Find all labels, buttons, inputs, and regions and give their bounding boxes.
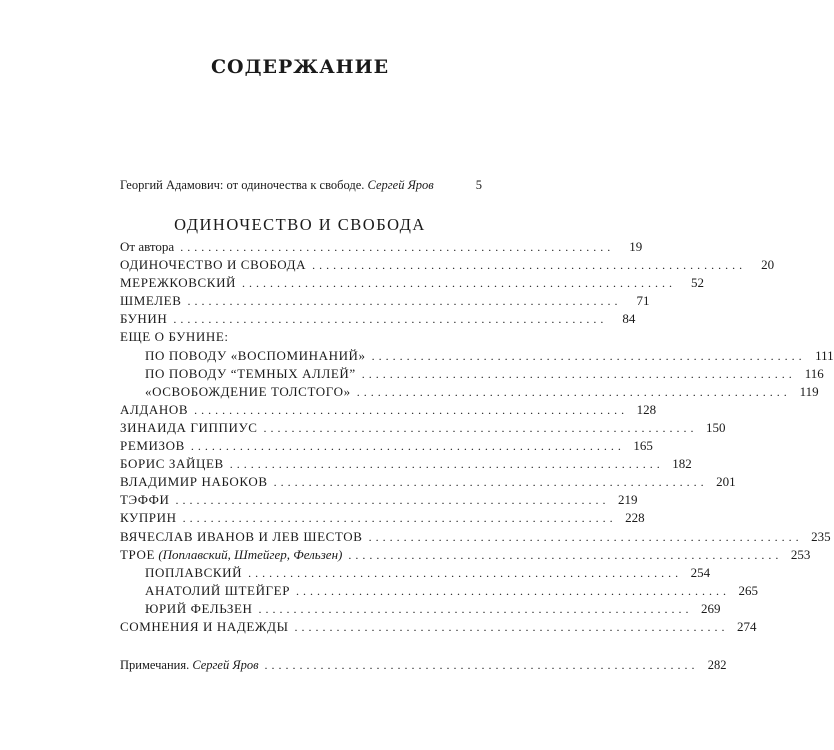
toc-page-number: 253 — [790, 546, 811, 562]
toc-entry-note: (Поплавский, Штейгер, Фельзен) — [158, 546, 343, 562]
toc-page-number: 116 — [804, 365, 824, 381]
toc-entry-title: КУПРИН — [120, 510, 177, 526]
toc-entry-title: От автора — [120, 239, 175, 254]
leader-dots: .............................................................. — [229, 457, 664, 472]
toc-entry-title: ШМЕЛЕВ — [120, 293, 182, 309]
toc-page-number: 84 — [622, 311, 636, 327]
toc-page-number: 150 — [706, 419, 726, 435]
toc-entry — [120, 473, 736, 491]
toc-entry-title: ТРОЕ — [120, 546, 156, 562]
leader-dots: .............................................................. — [368, 529, 803, 544]
section-title: ОДИНОЧЕСТВО И СВОБОДА — [174, 215, 426, 234]
toc-entry-title: МЕРЕЖКОВСКИЙ — [120, 275, 237, 291]
toc-entry-title: ПО ПОВОДУ «ВОСПОМИНАНИЙ» — [145, 347, 366, 363]
toc-page-number: 274 — [737, 618, 757, 634]
toc-entry-title: ВЛАДИМИР НАБОКОВ — [120, 474, 268, 490]
leader-dots: .............................................................. — [371, 348, 806, 363]
toc-entry — [120, 274, 705, 292]
leader-dots: .............................................................. — [312, 258, 747, 273]
notes-label: Примечания. — [120, 658, 190, 672]
toc-page-number: 19 — [629, 239, 643, 254]
toc-entry-title: СОМНЕНИЯ И НАДЕЖДЫ — [120, 618, 289, 634]
toc-entry-title: АНАТОЛИЙ ШТЕЙГЕР — [145, 582, 291, 598]
toc-entry — [120, 491, 638, 509]
leader-dots: .............................................................. — [173, 312, 608, 327]
leader-dots: .............................................................. — [263, 420, 698, 435]
toc-entry — [120, 546, 811, 564]
page-title: СОДЕРЖАНИЕ — [210, 56, 390, 78]
leader-dots: .............................................................. — [242, 276, 677, 291]
toc-entry — [120, 310, 636, 328]
notes-entry — [120, 658, 727, 673]
leader-dots: .............................................................. — [175, 493, 610, 508]
toc-subentry — [120, 582, 759, 600]
toc-page-number: 269 — [701, 600, 721, 616]
intro-author: Сергей Яров — [367, 178, 434, 192]
toc-page-number: 128 — [636, 401, 657, 417]
toc-entry-title: АЛДАНОВ — [120, 401, 189, 417]
toc-subentry — [120, 600, 721, 618]
leader-dots: .............................................................. — [348, 547, 783, 562]
toc-subentry — [120, 564, 711, 582]
toc-page-number: 20 — [761, 257, 775, 273]
toc-entry-title: БОРИС ЗАЙЦЕВ — [120, 456, 224, 472]
toc-page-number: 265 — [738, 582, 759, 598]
leader-dots: .............................................................. — [264, 658, 699, 672]
toc-entry — [120, 328, 482, 346]
toc-page-number: 182 — [672, 456, 692, 472]
toc-entry — [120, 292, 650, 310]
toc-page-number: 165 — [633, 438, 653, 454]
table-of-contents — [120, 238, 834, 636]
toc-page-number: 201 — [716, 474, 736, 490]
leader-dots: .............................................................. — [361, 366, 796, 381]
toc-entry — [120, 256, 775, 274]
toc-page-number: 228 — [625, 510, 645, 526]
toc-entry — [120, 401, 657, 419]
toc-page-number: 219 — [618, 492, 638, 508]
leader-dots: .............................................................. — [194, 402, 629, 417]
intro-entry — [120, 178, 482, 193]
toc-entry — [120, 437, 653, 455]
toc-entry-title: ТЭФФИ — [120, 492, 170, 508]
leader-dots: .............................................................. — [187, 294, 622, 309]
toc-subentry — [120, 365, 824, 383]
leader-dots: .............................................................. — [182, 511, 617, 526]
leader-dots: .............................................................. — [294, 619, 729, 634]
toc-entry-title: ЮРИЙ ФЕЛЬЗЕН — [145, 600, 253, 616]
leader-dots: .............................................................. — [190, 439, 625, 454]
toc-subentry — [120, 383, 819, 401]
toc-entry — [120, 618, 757, 636]
toc-page-number: 254 — [690, 564, 711, 580]
toc-page-number: 119 — [799, 383, 819, 399]
toc-entry-title: БУНИН — [120, 311, 168, 327]
leader-dots: .............................................................. — [356, 384, 791, 399]
toc-page-number: 235 — [811, 528, 831, 544]
toc-entry-title: РЕМИЗОВ — [120, 438, 185, 454]
toc-entry — [120, 509, 645, 527]
toc-entry — [120, 419, 726, 437]
notes-page: 282 — [707, 658, 727, 672]
toc-entry-title: ПО ПОВОДУ “ТЕМНЫХ АЛЛЕЙ” — [145, 365, 356, 381]
toc-entry — [120, 238, 643, 256]
intro-label: Георгий Адамович: от одиночества к свободе. — [120, 178, 365, 192]
toc-page-number: 52 — [691, 275, 705, 291]
toc-entry-title: ОДИНОЧЕСТВО И СВОБОДА — [120, 257, 307, 273]
leader-dots: .............................................................. — [273, 475, 708, 490]
notes-author: Сергей Яров — [192, 658, 259, 672]
toc-entry-title: ЗИНАИДА ГИППИУС — [120, 419, 258, 435]
toc-entry-title: ВЯЧЕСЛАВ ИВАНОВ И ЛЕВ ШЕСТОВ — [120, 528, 363, 544]
toc-page-number: 71 — [636, 293, 650, 309]
toc-page-number: 111 — [815, 347, 834, 363]
leader-dots: .............................................................. — [248, 565, 683, 580]
leader-dots: .............................................................. — [296, 583, 731, 598]
toc-entry-title: ЕЩЕ О БУНИНЕ: — [120, 329, 229, 345]
leader-dots: .............................................................. — [180, 240, 615, 254]
toc-entry — [120, 528, 831, 546]
toc-entry — [120, 455, 692, 473]
toc-entry-title: «ОСВОБОЖДЕНИЕ ТОЛСТОГО» — [145, 383, 351, 399]
toc-entry-title: ПОПЛАВСКИЙ — [145, 564, 243, 580]
toc-subentry — [120, 347, 834, 365]
leader-dots: .............................................................. — [258, 601, 693, 616]
intro-page: 5 — [475, 178, 482, 192]
